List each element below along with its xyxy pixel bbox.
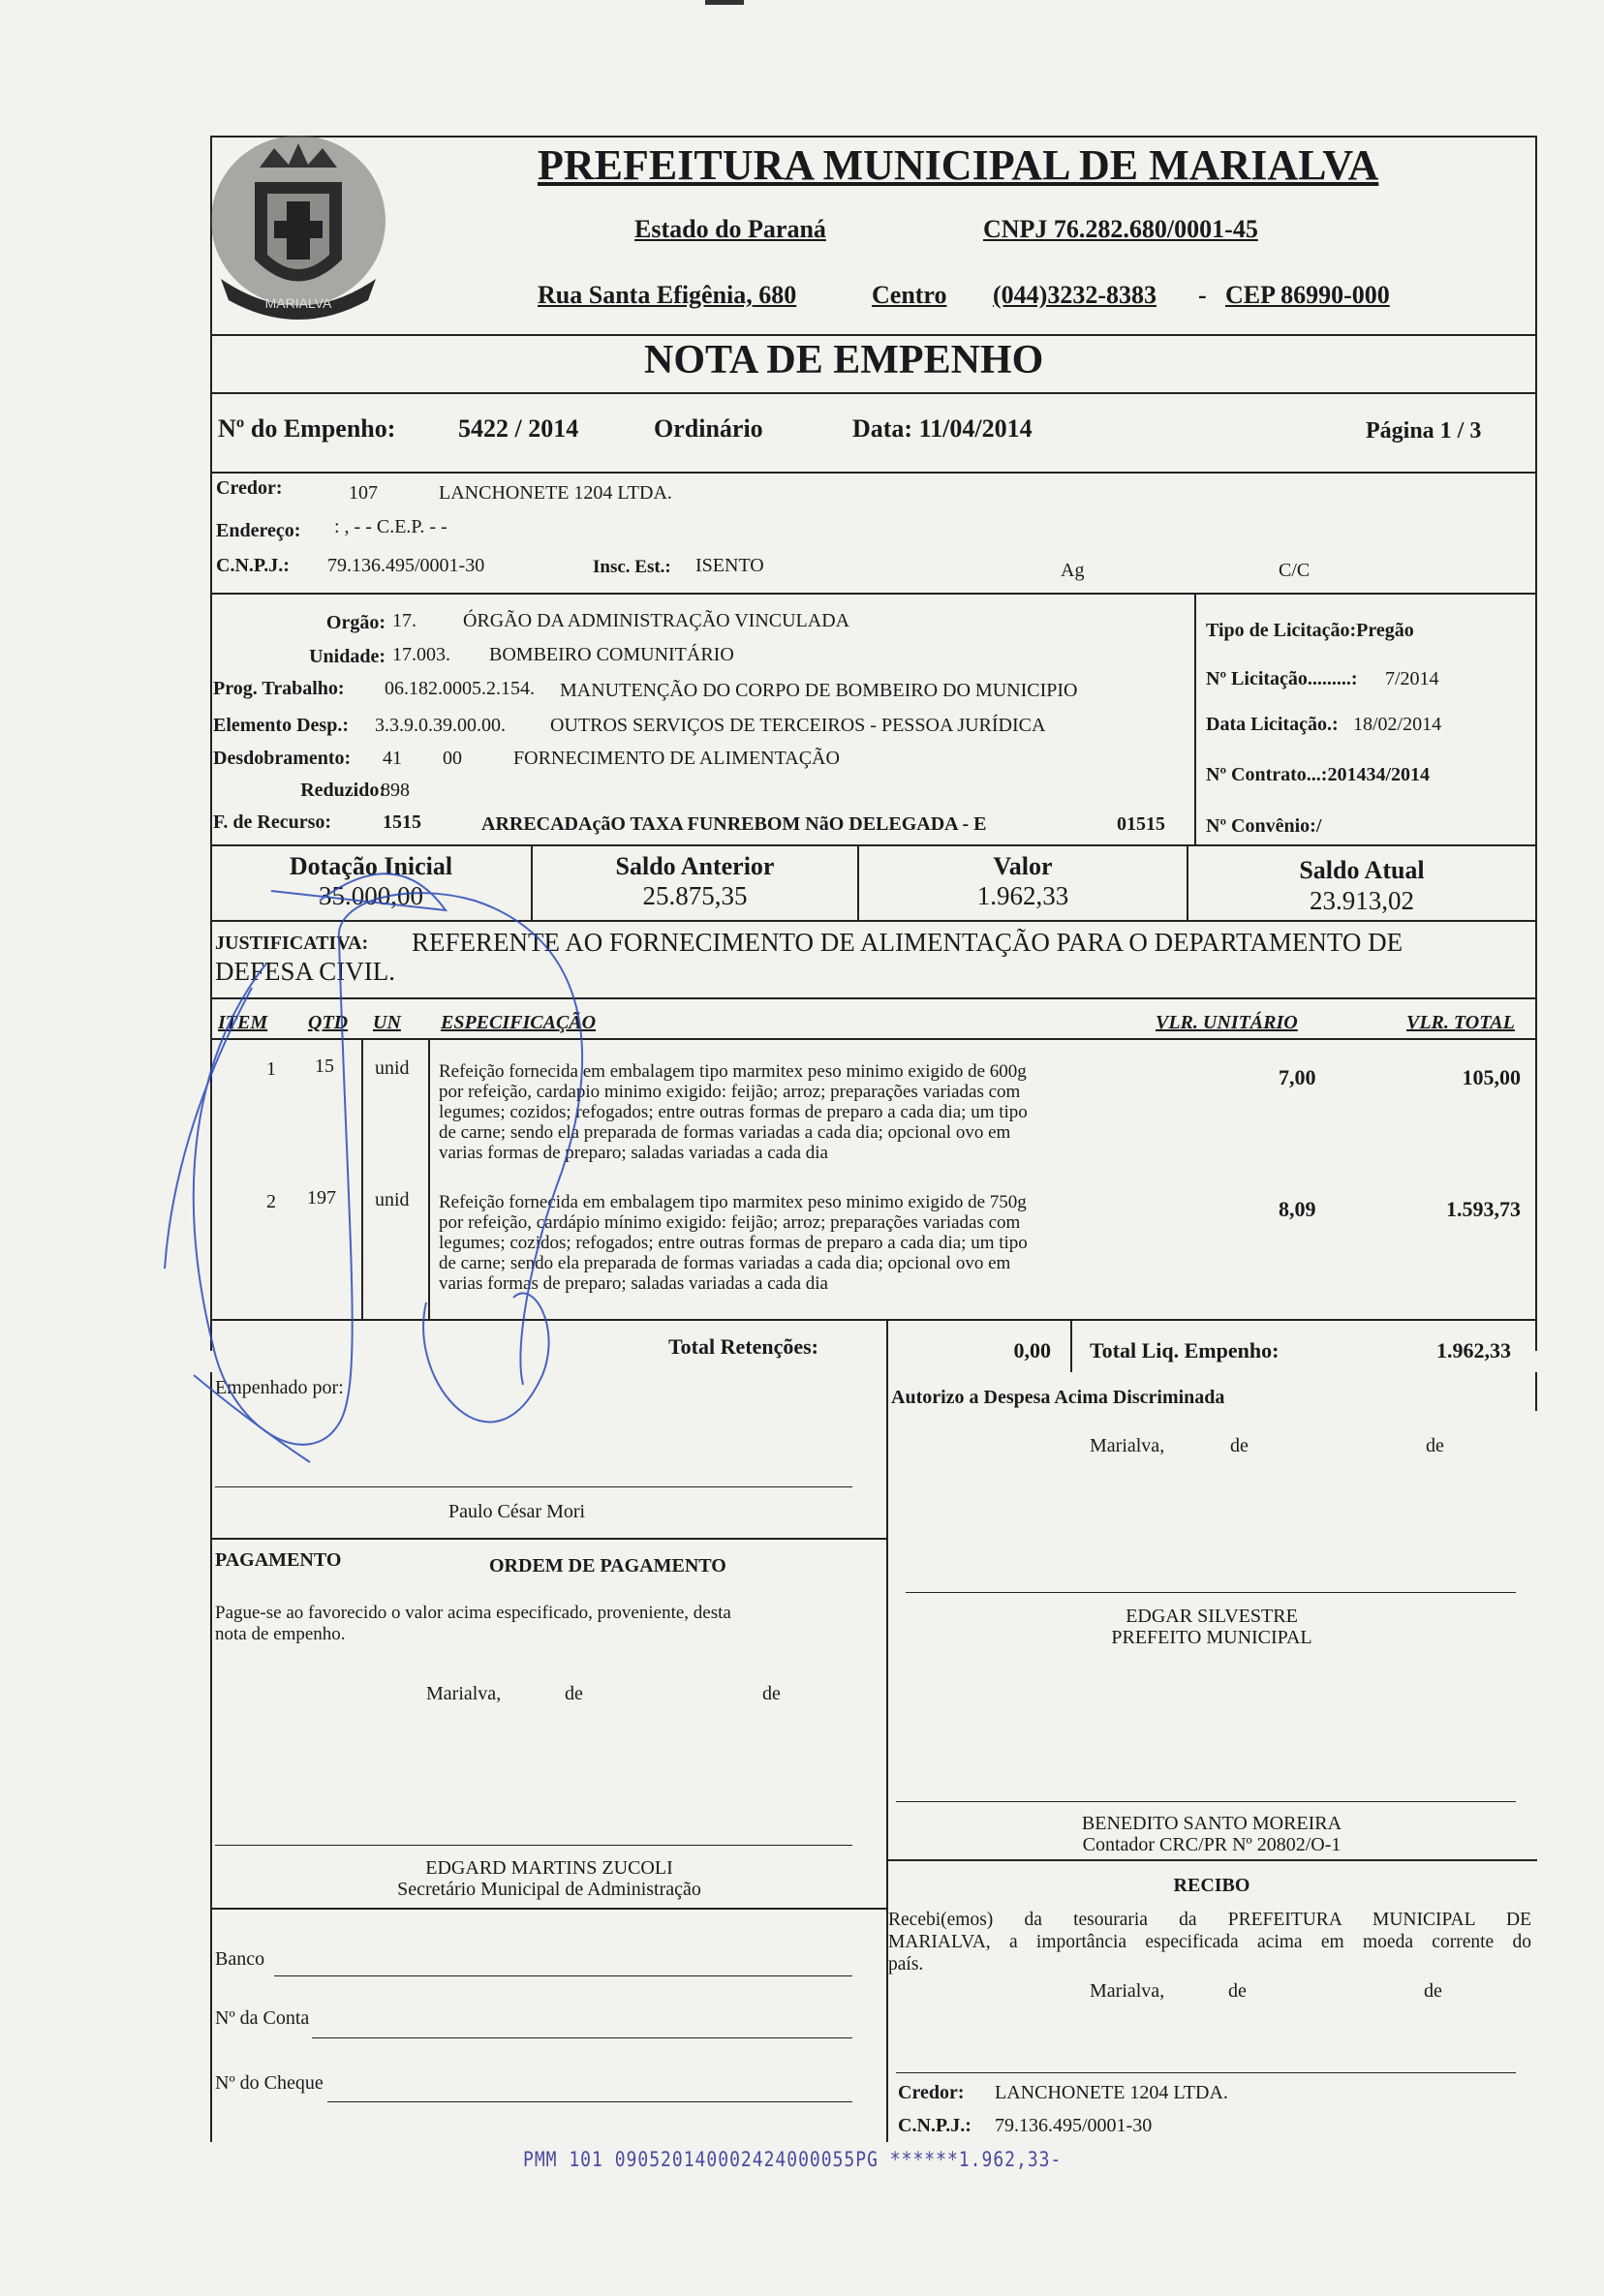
autorizo-label: Autorizo a Despesa Acima Discriminada bbox=[891, 1387, 1225, 1408]
empenhado-name: Paulo César Mori bbox=[448, 1501, 586, 1522]
contrato: Nº Contrato...:201434/2014 bbox=[1206, 764, 1431, 785]
col-especificacao: ESPECIFICAÇÃO bbox=[441, 1012, 597, 1033]
item-2-desc-line: de carne; sendo ela preparada de formas variadas a cada dia; opcional ovo em bbox=[439, 1253, 1011, 1273]
col-item: ITEM bbox=[218, 1012, 268, 1033]
licitacao-data: 18/02/2014 bbox=[1353, 714, 1442, 735]
autorizo-city: Marialva, bbox=[1090, 1435, 1165, 1456]
convenio: Nº Convênio:/ bbox=[1206, 815, 1322, 837]
recibo-de-1: de bbox=[1228, 1980, 1247, 2002]
prog-name: MANUTENÇÃO DO CORPO DE BOMBEIRO DO MUNICIPIO bbox=[560, 680, 1078, 701]
recurso-label: F. de Recurso: bbox=[213, 811, 332, 833]
cnpj-label: C.N.P.J.: bbox=[216, 555, 290, 576]
orgao-label: Orgão: bbox=[325, 612, 386, 633]
cc-label: C/C bbox=[1279, 560, 1311, 581]
handwritten-signature bbox=[155, 842, 697, 1482]
dotacao-inicial-value: 35.000,00 bbox=[319, 881, 423, 910]
recurso-num: 01515 bbox=[1117, 813, 1165, 835]
saldo-anterior-value: 25.875,35 bbox=[642, 881, 748, 910]
recibo-line2: MARIALVA, a importância especificada acima em moeda corrente do bbox=[888, 1932, 1531, 1952]
recurso-code: 1515 bbox=[383, 811, 421, 833]
pagamento-de-2: de bbox=[762, 1683, 781, 1704]
item-1-desc-line: legumes; cozidos; refogados; entre outras formas de preparo a cada dia; um tipo bbox=[439, 1102, 1028, 1122]
autorizo-de-1: de bbox=[1230, 1435, 1249, 1456]
dotacao-inicial-label: Dotação Inicial bbox=[289, 852, 453, 880]
banco-label: Banco bbox=[215, 1948, 265, 1970]
item-2-desc-line: legumes; cozidos; refogados; entre outras formas de preparo a cada dia; um tipo bbox=[439, 1233, 1028, 1253]
prefeito-name: EDGAR SILVESTRE bbox=[1126, 1606, 1298, 1627]
item-1-desc-line: de carne; sendo ela preparada de formas variadas a cada dia; opcional ovo em bbox=[439, 1122, 1011, 1143]
header-cnpj: CNPJ 76.282.680/0001-45 bbox=[983, 215, 1258, 243]
recibo-credor-label: Credor: bbox=[898, 2082, 965, 2103]
elemento-label: Elemento Desp.: bbox=[213, 715, 349, 736]
reduzido-label: Reduzido: bbox=[300, 780, 386, 801]
secretario-role: Secretário Municipal de Administração bbox=[397, 1879, 701, 1900]
machine-stamp: PMM 101 090520140002424000055PG ******1.962,33- bbox=[523, 2147, 1063, 2173]
item-1-desc-line: varias formas de preparo; saladas variadas a cada dia bbox=[439, 1143, 828, 1163]
saldo-atual-label: Saldo Atual bbox=[1299, 856, 1425, 884]
empenhado-label: Empenhado por: bbox=[215, 1377, 344, 1398]
credor-name: LANCHONETE 1204 LTDA. bbox=[439, 482, 672, 504]
item-1-number: 1 bbox=[266, 1058, 276, 1080]
unidade-code: 17.003. bbox=[392, 644, 450, 665]
recibo-line3: país. bbox=[888, 1954, 924, 1975]
justificativa-line2: DEFESA CIVIL. bbox=[215, 957, 396, 986]
svg-text:MARIALVA: MARIALVA bbox=[264, 295, 332, 311]
retencoes-label: Total Retenções: bbox=[668, 1334, 818, 1359]
elemento-code: 3.3.9.0.39.00.00. bbox=[375, 715, 506, 736]
item-2-total-value: 1.593,73 bbox=[1446, 1197, 1521, 1221]
recibo-label: RECIBO bbox=[1173, 1875, 1250, 1896]
credor-label: Credor: bbox=[216, 477, 283, 499]
header-address: Rua Santa Efigênia, 680 bbox=[538, 281, 797, 309]
item-1-desc-line: por refeição, cardapio minimo exigido: feijão; arroz; preparações variadas com bbox=[439, 1082, 1021, 1102]
item-1-total-value: 105,00 bbox=[1462, 1065, 1521, 1089]
item-2-desc-line: Refeição fornecida em embalagem tipo marmitex peso minimo exigido de 750g bbox=[439, 1192, 1027, 1212]
doc-title: NOTA DE EMPENHO bbox=[644, 338, 1044, 383]
header-state: Estado do Paraná bbox=[634, 215, 826, 243]
desdobramento-name: FORNECIMENTO DE ALIMENTAÇÃO bbox=[513, 748, 840, 769]
header-phone: (044)3232-8383 bbox=[993, 281, 1157, 309]
insc-value: ISENTO bbox=[695, 555, 764, 576]
contador-name: BENEDITO SANTO MOREIRA bbox=[1081, 1813, 1342, 1834]
pague-line1: Pague-se ao favorecido o valor acima especificado, proveniente, desta bbox=[215, 1603, 731, 1623]
desdobramento-code: 41 bbox=[383, 748, 402, 769]
item-1-qtd: 15 bbox=[315, 1056, 334, 1077]
header-sep: - bbox=[1198, 281, 1207, 309]
item-1-un: unid bbox=[375, 1057, 410, 1079]
recibo-credor-name: LANCHONETE 1204 LTDA. bbox=[995, 2082, 1228, 2103]
recibo-de-2: de bbox=[1424, 1980, 1442, 2002]
item-1-desc-line: Refeição fornecida em embalagem tipo marmitex peso minimo exigido de 600g bbox=[439, 1061, 1027, 1082]
header-title: PREFEITURA MUNICIPAL DE MARIALVA bbox=[538, 141, 1379, 189]
pagamento-city: Marialva, bbox=[426, 1683, 502, 1704]
saldo-atual-value: 23.913,02 bbox=[1310, 886, 1414, 915]
item-2-desc-line: por refeição, cardápio mínimo exigido: feijão; arroz; preparações variadas com bbox=[439, 1212, 1021, 1233]
col-vlr-total: VLR. TOTAL bbox=[1406, 1012, 1515, 1033]
coat-of-arms-seal bbox=[201, 124, 395, 337]
item-2-number: 2 bbox=[266, 1191, 276, 1212]
header-district: Centro bbox=[872, 281, 947, 309]
valor-label: Valor bbox=[993, 852, 1053, 880]
reduzido-value: 898 bbox=[381, 780, 410, 801]
recurso-name: ARRECADAçãO TAXA FUNREBOM NãO DELEGADA - E bbox=[481, 813, 987, 835]
empenho-date: Data: 11/04/2014 bbox=[852, 414, 1033, 443]
contador-role: Contador CRC/PR Nº 20802/O-1 bbox=[1082, 1834, 1342, 1855]
ordem-pagamento-label: ORDEM DE PAGAMENTO bbox=[489, 1555, 726, 1577]
cheque-label: Nº do Cheque bbox=[215, 2072, 324, 2094]
prefeito-role: PREFEITO MUNICIPAL bbox=[1111, 1627, 1312, 1648]
endereco-label: Endereço: bbox=[216, 520, 301, 541]
cnpj-value: 79.136.495/0001-30 bbox=[327, 555, 485, 576]
conta-label: Nº da Conta bbox=[215, 2007, 310, 2029]
insc-label: Insc. Est.: bbox=[593, 557, 671, 577]
orgao-name: ÓRGÃO DA ADMINISTRAÇÃO VINCULADA bbox=[463, 610, 850, 631]
item-1-unit-value: 7,00 bbox=[1279, 1065, 1316, 1089]
desdobramento-sub: 00 bbox=[443, 748, 462, 769]
item-2-desc-line: varias formas de preparo; saladas variadas a cada dia bbox=[439, 1273, 828, 1294]
desdobramento-label: Desdobramento: bbox=[213, 748, 352, 769]
justificativa-label: JUSTIFICATIVA: bbox=[215, 933, 369, 954]
pague-line2: nota de empenho. bbox=[215, 1624, 346, 1644]
endereco-value: : , - - C.E.P. - - bbox=[334, 516, 447, 537]
prog-code: 06.182.0005.2.154. bbox=[385, 678, 535, 699]
licitacao-num: 7/2014 bbox=[1385, 668, 1439, 689]
licitacao-num-label: Nº Licitação.........: bbox=[1206, 668, 1358, 689]
recibo-cnpj-label: C.N.P.J.: bbox=[898, 2115, 972, 2136]
recibo-cnpj-value: 79.136.495/0001-30 bbox=[995, 2115, 1153, 2136]
orgao-code: 17. bbox=[392, 610, 416, 631]
item-2-qtd: 197 bbox=[307, 1187, 336, 1209]
unidade-label: Unidade: bbox=[309, 646, 386, 667]
scan-edge-mark bbox=[705, 0, 744, 5]
col-qtd: QTD bbox=[308, 1012, 349, 1033]
item-2-unit-value: 8,09 bbox=[1279, 1197, 1316, 1221]
unidade-name: BOMBEIRO COMUNITÁRIO bbox=[489, 644, 734, 665]
recibo-line1: Recebi(emos) da tesouraria da PREFEITURA MUNICIPAL DE bbox=[888, 1910, 1531, 1930]
elemento-name: OUTROS SERVIÇOS DE TERCEIROS - PESSOA JURÍDICA bbox=[550, 715, 1046, 736]
credor-code: 107 bbox=[349, 482, 378, 504]
pagamento-de-1: de bbox=[565, 1683, 583, 1704]
secretario-name: EDGARD MARTINS ZUCOLI bbox=[425, 1857, 673, 1879]
empenho-label: Nº do Empenho: bbox=[218, 414, 396, 443]
valor-value: 1.962,33 bbox=[976, 881, 1069, 910]
recibo-city: Marialva, bbox=[1090, 1980, 1165, 2002]
retencoes-value: 0,00 bbox=[1013, 1338, 1051, 1362]
col-vlr-unitario: VLR. UNITÁRIO bbox=[1156, 1012, 1298, 1033]
licitacao-data-label: Data Licitação.: bbox=[1206, 714, 1339, 735]
autorizo-de-2: de bbox=[1426, 1435, 1444, 1456]
tipo-licitacao: Tipo de Licitação:Pregão bbox=[1206, 620, 1414, 641]
justificativa-line1: REFERENTE AO FORNECIMENTO DE ALIMENTAÇÃO PARA O DEPARTAMENTO DE bbox=[412, 928, 1404, 957]
saldo-anterior-label: Saldo Anterior bbox=[615, 852, 775, 880]
total-liq-label: Total Liq. Empenho: bbox=[1090, 1338, 1280, 1362]
empenho-type: Ordinário bbox=[654, 414, 763, 443]
prog-label: Prog. Trabalho: bbox=[213, 678, 345, 699]
ag-label: Ag bbox=[1061, 560, 1085, 581]
col-un: UN bbox=[373, 1012, 401, 1033]
item-2-un: unid bbox=[375, 1189, 410, 1210]
total-liq-value: 1.962,33 bbox=[1436, 1338, 1511, 1362]
empenho-page: Página 1 / 3 bbox=[1366, 418, 1482, 444]
header-cep: CEP 86990-000 bbox=[1225, 281, 1390, 309]
pagamento-label: PAGAMENTO bbox=[215, 1549, 342, 1571]
empenho-number: 5422 / 2014 bbox=[458, 414, 579, 443]
